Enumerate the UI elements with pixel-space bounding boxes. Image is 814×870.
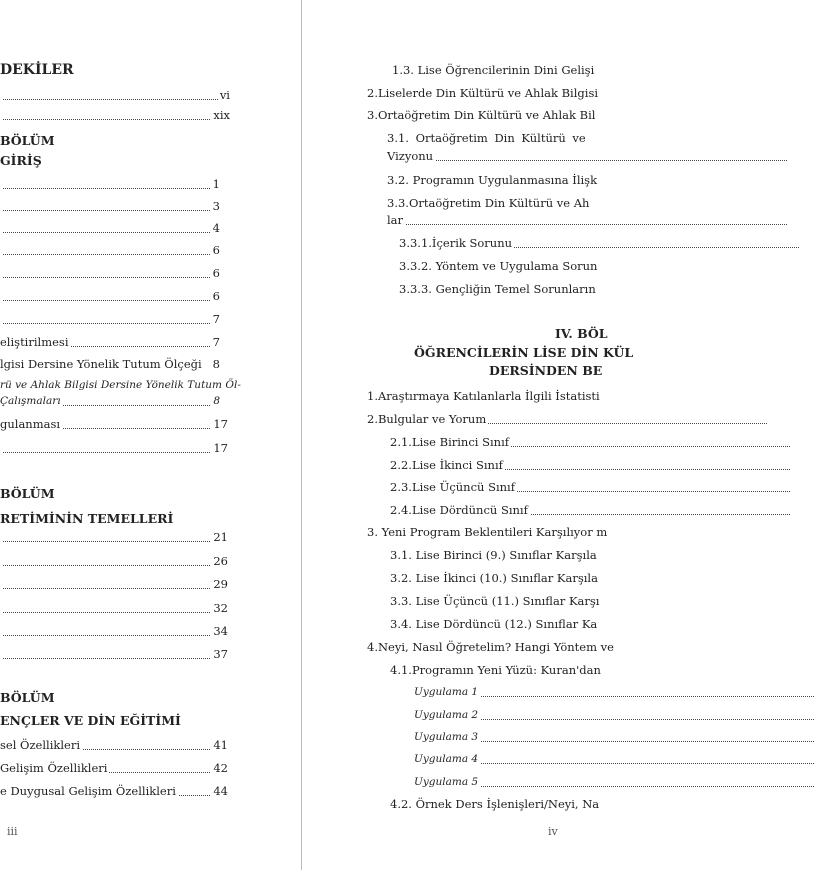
toc-entry: 3.3.2. Yöntem ve Uygulama Sorun — [399, 259, 598, 273]
toc-entry: 17 — [0, 441, 228, 456]
toc-entry: Uygulama 5 — [414, 775, 814, 790]
toc-entry: 3.Ortaöğretim Din Kültürü ve Ahlak Bil — [367, 108, 596, 122]
toc-entry: 29 — [0, 577, 228, 592]
toc-entry: gulanması 17 — [0, 417, 228, 431]
chapter-title: IV. BÖL — [555, 326, 608, 341]
chapter-subtitle: GİRİŞ — [0, 153, 42, 168]
toc-entry: 3.3. Lise Üçüncü (11.) Sınıflar Karşı — [390, 594, 600, 608]
toc-entry: 6 — [0, 266, 220, 281]
toc-entry: 3.2. Programın Uygulanmasına İlişk — [387, 173, 598, 187]
chapter-subtitle: DERSİNDEN BE — [489, 363, 603, 378]
toc-entry: vi — [0, 88, 230, 103]
toc-entry: 3. Yeni Program Beklentileri Karşılıyor m — [367, 525, 608, 539]
toc-entry: 3.1. Ortaöğretim Din Kültürü ve — [387, 131, 586, 145]
toc-entry: 4 — [0, 221, 220, 236]
toc-entry: 34 — [0, 624, 228, 639]
toc-entry: 2.1.Lise Birinci Sınıf — [390, 435, 790, 450]
toc-entry: 2.Bulgular ve Yorum — [367, 412, 767, 427]
toc-entry: 3.3.1.İçerik Sorunu — [399, 236, 799, 251]
toc-entry: 21 — [0, 530, 228, 545]
chapter-title: BÖLÜM — [0, 690, 55, 705]
toc-entry: 37 — [0, 647, 228, 662]
toc-entry: 7 — [0, 312, 220, 327]
toc-entry: Vizyonu — [387, 149, 787, 164]
toc-entry: 3.4. Lise Dördüncü (12.) Sınıflar Ka — [390, 617, 598, 631]
page-number: iii — [7, 825, 18, 838]
toc-entry: lgisi Dersine Yönelik Tutum Ölçeği 8 — [0, 357, 220, 371]
toc-entry: eliştirilmesi 7 — [0, 335, 220, 349]
toc-entry: 1 — [0, 177, 220, 192]
toc-entry: 3.1. Lise Birinci (9.) Sınıflar Karşıla — [390, 548, 597, 562]
toc-entry: 4.Neyi, Nasıl Öğretelim? Hangi Yöntem ve — [367, 640, 614, 654]
toc-entry: 2.2.Lise İkinci Sınıf — [390, 458, 790, 473]
toc-entry: sel Özellikleri 41 — [0, 738, 228, 752]
toc-entry-wrapped: rü ve Ahlak Bilgisi Dersine Yönelik Tutum Öl- — [0, 379, 241, 391]
toc-entry: lar — [387, 213, 787, 228]
toc-entry: 2.Liselerde Din Kültürü ve Ahlak Bilgisi — [367, 86, 599, 100]
toc-entry: Uygulama 4 — [414, 752, 814, 767]
toc-entry: 26 — [0, 554, 228, 569]
toc-entry: 1.Araştırmaya Katılanlarla İlgili İstatisti — [367, 389, 600, 403]
toc-entry: Çalışmaları 8 — [0, 395, 220, 407]
chapter-title: BÖLÜM — [0, 133, 55, 148]
toc-entry: 4.1.Programın Yeni Yüzü: Kuran'dan — [390, 663, 601, 677]
toc-entry: Gelişim Özellikleri 42 — [0, 761, 228, 775]
toc-entry: e Duygusal Gelişim Özellikleri 44 — [0, 784, 228, 798]
left-page — [0, 0, 301, 870]
toc-entry: 6 — [0, 289, 220, 304]
contents-heading: DEKİLER — [0, 62, 74, 78]
toc-entry: xix — [0, 108, 230, 123]
chapter-subtitle: ÖĞRENCİLERİN LİSE DİN KÜL — [414, 345, 634, 360]
toc-entry: 6 — [0, 243, 220, 258]
page-number: iv — [548, 825, 558, 838]
toc-entry: 3.3.Ortaöğretim Din Kültürü ve Ah — [387, 196, 590, 210]
toc-entry: Uygulama 2 — [414, 708, 814, 723]
toc-entry: Uygulama 3 — [414, 730, 814, 745]
toc-entry: 2.3.Lise Üçüncü Sınıf — [390, 480, 790, 495]
toc-entry: 2.4.Lise Dördüncü Sınıf — [390, 503, 790, 518]
toc-entry: Uygulama 1 — [414, 685, 814, 700]
chapter-subtitle: ENÇLER VE DİN EĞİTİMİ — [0, 713, 181, 728]
toc-entry: 3.2. Lise İkinci (10.) Sınıflar Karşıla — [390, 571, 598, 585]
chapter-title: BÖLÜM — [0, 486, 55, 501]
toc-entry: 3 — [0, 199, 220, 214]
toc-entry: 32 — [0, 601, 228, 616]
toc-entry: 4.2. Örnek Ders İşlenişleri/Neyi, Na — [390, 797, 600, 811]
toc-entry: 1.3. Lise Öğrencilerinin Dini Gelişi — [392, 63, 595, 77]
toc-entry: 3.3.3. Gençliğin Temel Sorunların — [399, 282, 596, 296]
right-page — [302, 0, 634, 870]
chapter-subtitle: RETİMİNİN TEMELLERİ — [0, 511, 174, 526]
